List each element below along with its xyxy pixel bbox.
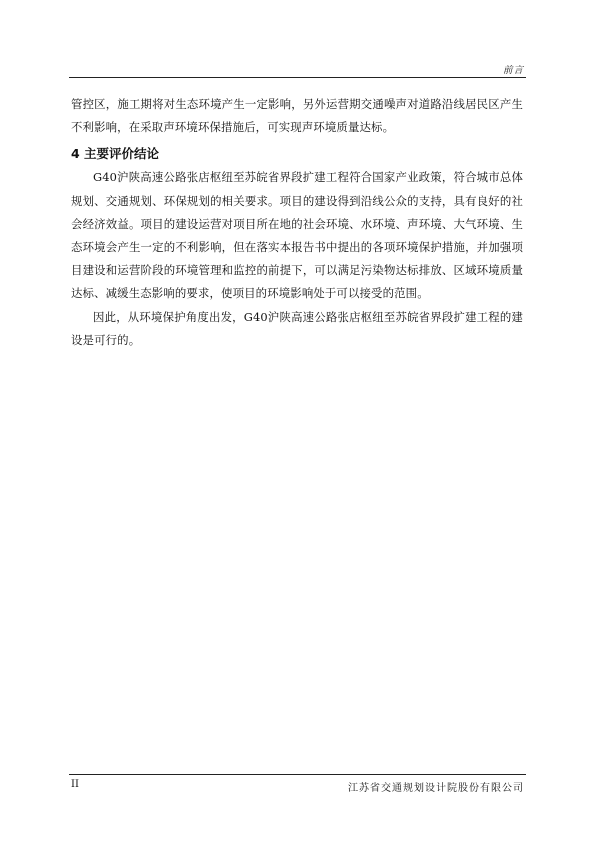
- running-header: 前言: [502, 65, 524, 76]
- page-number: II: [71, 779, 79, 790]
- body-paragraph-2: 因此，从环境保护角度出发，G40沪陕高速公路张店枢纽至苏皖省界段扩建工程的建设是可行的。: [71, 309, 523, 347]
- footer-divider: [69, 774, 526, 775]
- body-paragraph-1: G40沪陕高速公路张店枢纽至苏皖省界段扩建工程符合国家产业政策，符合城市总体规划、交通规划、环保规划的相关要求。项目的建设得到沿线公众的支持，具有良好的社会经济效益。项目的建设运营对项目所在地的社会环境、水环境、声环境、大气环境、生态环境会产生一定的不利影响，但在落实本报告书中提出的各项环境保护措施，并加强项目建设和运营阶段的环境管理和监控的前提下，可以满足污染物达标排放、区域环境质量达标、减缓生态影响的要求，使项目的环境影响处于可以接受的范围。: [71, 170, 523, 301]
- page-body: [71, 93, 523, 352]
- header-divider: [69, 77, 526, 78]
- intro-paragraph: 管控区，施工期将对生态环境产生一定影响，另外运营期交通噪声对道路沿线居民区产生不利影响，在采取声环境环保措施后，可实现声环境质量达标。: [71, 97, 523, 135]
- footer-organization: 江苏省交通规划设计院股份有限公司: [348, 783, 524, 794]
- section-heading: 4 主要评价结论: [71, 146, 160, 162]
